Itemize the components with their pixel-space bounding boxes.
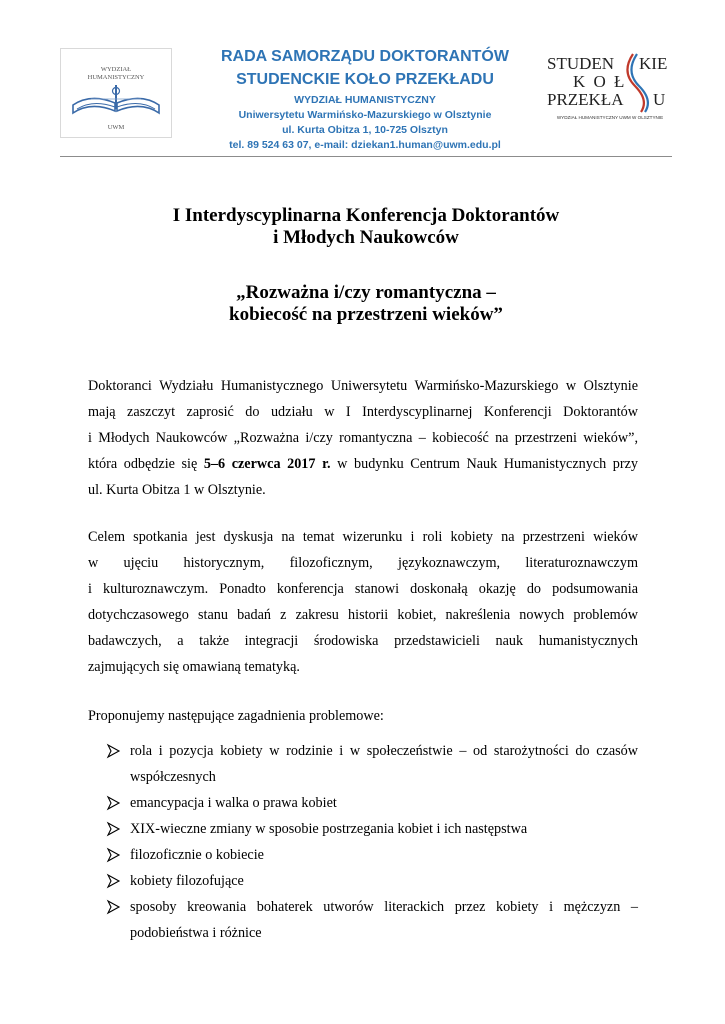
conference-title (60, 205, 672, 249)
paragraph-line: Doktoranci Wydziału Humanistycznego Uniwersytetu Warmińsko-Mazurskiego w Olsztynie (88, 378, 638, 394)
paragraph-line: ul. Kurta Obitza 1 w Olsztynie. (88, 482, 266, 498)
logo-row1-a: STUDEN (547, 54, 615, 73)
letterhead (175, 46, 555, 153)
address: ul. Kurta Obitza 1, 10-725 Olsztyn (282, 124, 448, 136)
paragraph-line: dotychczasowego stanu badań z zakresu historii kobiet, nakreślenia nowych problemów (88, 607, 638, 623)
list-item (106, 868, 638, 894)
topic-text: emancypacja i walka o prawa kobiet (130, 795, 337, 811)
paragraph-line: Celem spotkania jest dyskusja na temat wizerunku i roli kobiety na przestrzeni wieków (88, 529, 638, 545)
list-item (106, 816, 638, 842)
paragraph-line: w ujęciu historycznym, filozoficznym, językoznawczym, literaturoznawczym (88, 555, 638, 571)
topics-intro (88, 703, 638, 729)
paragraph-line: i kulturoznawczym. Ponadto konferencja stanowi doskonałą okazję do podsumowania (88, 581, 638, 597)
logo-row1-b: KIE (639, 54, 668, 73)
date-lead-text: która odbędzie się (88, 456, 204, 472)
invitation-paragraph (88, 373, 638, 503)
paragraph-line: zajmujących się omawianą tematyką. (88, 659, 300, 675)
arrow-bullet-icon (106, 894, 124, 920)
list-item (106, 790, 638, 816)
topics-list (106, 738, 638, 946)
open-book-logo-icon (61, 49, 171, 137)
topic-text-cont: współczesnych (130, 769, 216, 785)
faculty-name: WYDZIAŁ HUMANISTYCZNY (294, 94, 436, 106)
paragraph-line: Proponujemy następujące zagadnienia problemowe: (88, 708, 384, 724)
logo-text-mid: HUMANISTYCZNY (87, 74, 145, 81)
arrow-bullet-icon (106, 816, 124, 842)
title-line-2: i Młodych Naukowców (273, 227, 459, 248)
paragraph-line-date (88, 451, 638, 477)
topic-text-cont: podobieństwa i różnice (130, 925, 262, 941)
list-item (106, 894, 638, 946)
topic-text: kobiety filozofujące (130, 873, 244, 889)
conference-date: 5–6 czerwca 2017 r. (203, 456, 331, 472)
topic-text: rola i pozycja kobiety w rodzinie i w społeczeństwie – od starożytności do czasów (130, 743, 638, 759)
translation-circle-logo-icon (545, 50, 675, 122)
faculty-logo (60, 48, 172, 138)
logo-row2: K O Ł (573, 72, 627, 91)
title-line-1: I Interdyscyplinarna Konferencja Doktorantów (172, 205, 560, 226)
aim-paragraph (88, 524, 638, 680)
list-item (106, 842, 638, 868)
logo-text-top: WYDZIAŁ (100, 66, 132, 73)
arrow-bullet-icon (106, 738, 124, 764)
logo-row3-b: U (653, 90, 666, 109)
conference-subtitle (60, 282, 672, 326)
subtitle-line-1: „Rozważna i/czy romantyczna – (236, 282, 496, 303)
translation-circle-logo (545, 50, 675, 120)
circle-name: STUDENCKIE KOŁO PRZEKŁADU (236, 71, 494, 88)
logo-caption: WYDZIAŁ HUMANISTYCZNY UWM W OLSZTYNIE (556, 115, 664, 120)
arrow-bullet-icon (106, 868, 124, 894)
paragraph-line: badawczych, a także integracji środowiska przedstawicieli nauk humanistycznych (88, 633, 638, 649)
subtitle-line-2: kobiecość na przestrzeni wieków” (229, 304, 503, 325)
logo-text-bottom: UWM (107, 124, 125, 131)
arrow-bullet-icon (106, 790, 124, 816)
university-name: Uniwersytetu Warmińsko-Mazurskiego w Olsztynie (238, 109, 492, 121)
header-divider (60, 156, 672, 157)
topic-text: XIX-wieczne zmiany w sposobie postrzegania kobiet i ich następstwa (130, 821, 528, 837)
logo-row3-a: PRZEKŁA (547, 90, 624, 109)
contact-info: tel. 89 524 63 07, e-mail: dziekan1.human@uwm.edu.pl (229, 139, 501, 151)
arrow-bullet-icon (106, 842, 124, 868)
council-name: RADA SAMORZĄDU DOKTORANTÓW (221, 48, 509, 65)
paragraph-line: i Młodych Naukowców „Rozważna i/czy romantyczna – kobiecość na przestrzeni wieków”, (88, 430, 638, 446)
date-trail-text: w budynku Centrum Nauk Humanistycznych przy (330, 456, 638, 472)
list-item (106, 738, 638, 790)
topic-text: sposoby kreowania bohaterek utworów literackich przez kobiety i mężczyzn – (130, 899, 638, 915)
paragraph-line: mają zaszczyt zaprosić do udziału w I Interdyscyplinarnej Konferencji Doktorantów (88, 404, 638, 420)
topic-text: filozoficznie o kobiecie (130, 847, 264, 863)
